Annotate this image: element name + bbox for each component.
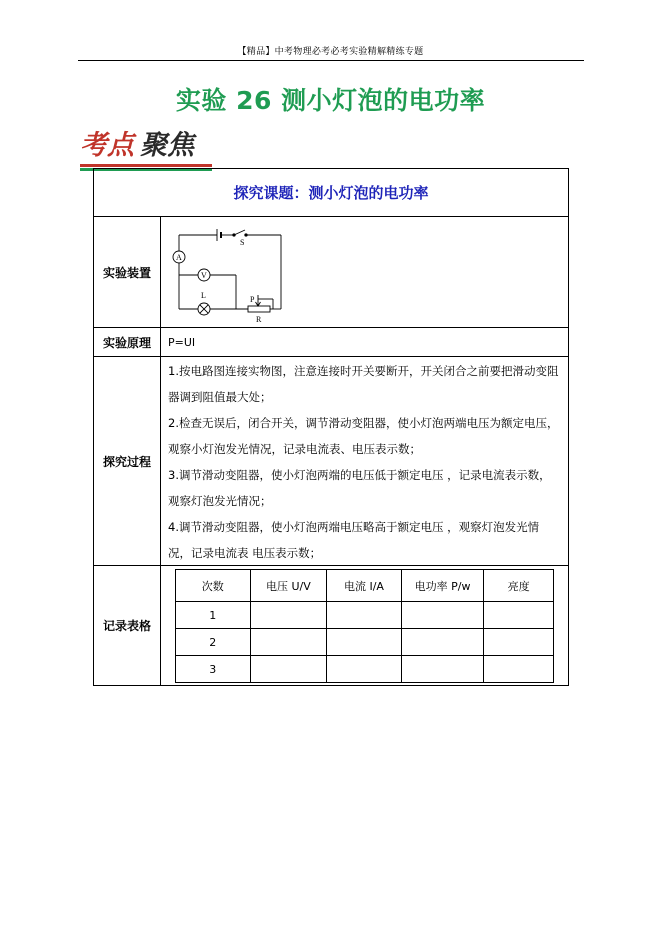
page-title: 实验 26 测小灯泡的电功率 — [175, 86, 486, 115]
rheostat-label: R — [256, 315, 262, 323]
lamp-label: L — [201, 291, 206, 300]
header-cell-brightness: 亮度 — [484, 570, 554, 602]
header-divider — [78, 60, 584, 61]
empty-cell[interactable] — [401, 629, 484, 656]
ammeter-label: A — [176, 253, 182, 262]
empty-cell[interactable] — [250, 629, 327, 656]
apparatus-content — [161, 217, 568, 327]
record-header-row — [176, 570, 554, 602]
header-cell-voltage: 电压 U/V — [250, 570, 327, 602]
empty-cell[interactable] — [250, 656, 327, 683]
record-row — [94, 566, 568, 685]
slider-label: P — [250, 295, 255, 304]
apparatus-row — [94, 217, 568, 328]
process-step: 3.调节滑动变阻器，使小灯泡两端的电压低于额定电压 ，记录电流表示数，观察灯泡发光情况； — [168, 468, 551, 508]
process-label: 探究过程 — [94, 357, 161, 565]
voltmeter-label: V — [201, 271, 207, 280]
process-step: 1.按电路图连接实物图，注意连接时开关要断开，开关闭合之前要把滑动变阻器调到阻值最大处； — [168, 364, 559, 404]
banner-part2: 聚焦 — [140, 130, 194, 161]
empty-cell[interactable] — [401, 602, 484, 629]
table-row — [176, 602, 554, 629]
experiment-table — [93, 168, 569, 686]
principle-text: P=UI — [168, 336, 196, 349]
process-step: 2.检查无误后，闭合开关，调节滑动变阻器，使小灯泡两端电压为额定电压，观察小灯泡发光情况，记录电流表、电压表示数； — [168, 416, 559, 456]
row-number: 2 — [176, 629, 251, 656]
banner-underline-red — [80, 164, 212, 167]
empty-cell[interactable] — [250, 602, 327, 629]
header-cell-current: 电流 I/A — [327, 570, 402, 602]
circuit-diagram — [169, 223, 299, 323]
record-table — [175, 569, 554, 683]
banner-text — [80, 130, 194, 162]
process-row — [94, 357, 568, 566]
empty-cell[interactable] — [484, 602, 554, 629]
empty-cell[interactable] — [484, 629, 554, 656]
page-header: 【精品】中考物理必考必考实验精解精练专题 — [237, 47, 424, 57]
record-label: 记录表格 — [94, 566, 161, 685]
principle-label: 实验原理 — [94, 328, 161, 356]
record-content — [161, 566, 568, 685]
empty-cell[interactable] — [327, 602, 402, 629]
topic-row — [94, 169, 568, 217]
empty-cell[interactable] — [401, 656, 484, 683]
topic-title: 探究课题：测小灯泡的电功率 — [233, 184, 429, 202]
empty-cell[interactable] — [327, 656, 402, 683]
principle-content — [161, 328, 568, 356]
switch-label: S — [240, 238, 245, 247]
principle-row — [94, 328, 568, 357]
empty-cell[interactable] — [484, 656, 554, 683]
process-step: 4.调节滑动变阻器，使小灯泡两端电压略高于额定电压 ，观察灯泡发光情况，记录电流表 电压表示数； — [168, 520, 540, 560]
section-banner — [80, 130, 290, 164]
process-content — [161, 357, 568, 565]
table-row — [176, 656, 554, 683]
empty-cell[interactable] — [327, 629, 402, 656]
row-number: 1 — [176, 602, 251, 629]
banner-part1: 考点 — [80, 130, 134, 161]
table-row — [176, 629, 554, 656]
row-number: 3 — [176, 656, 251, 683]
header-cell-count: 次数 — [176, 570, 251, 602]
process-steps — [161, 358, 568, 566]
apparatus-label: 实验装置 — [94, 217, 161, 327]
header-cell-power: 电功率 P/w — [401, 570, 484, 602]
